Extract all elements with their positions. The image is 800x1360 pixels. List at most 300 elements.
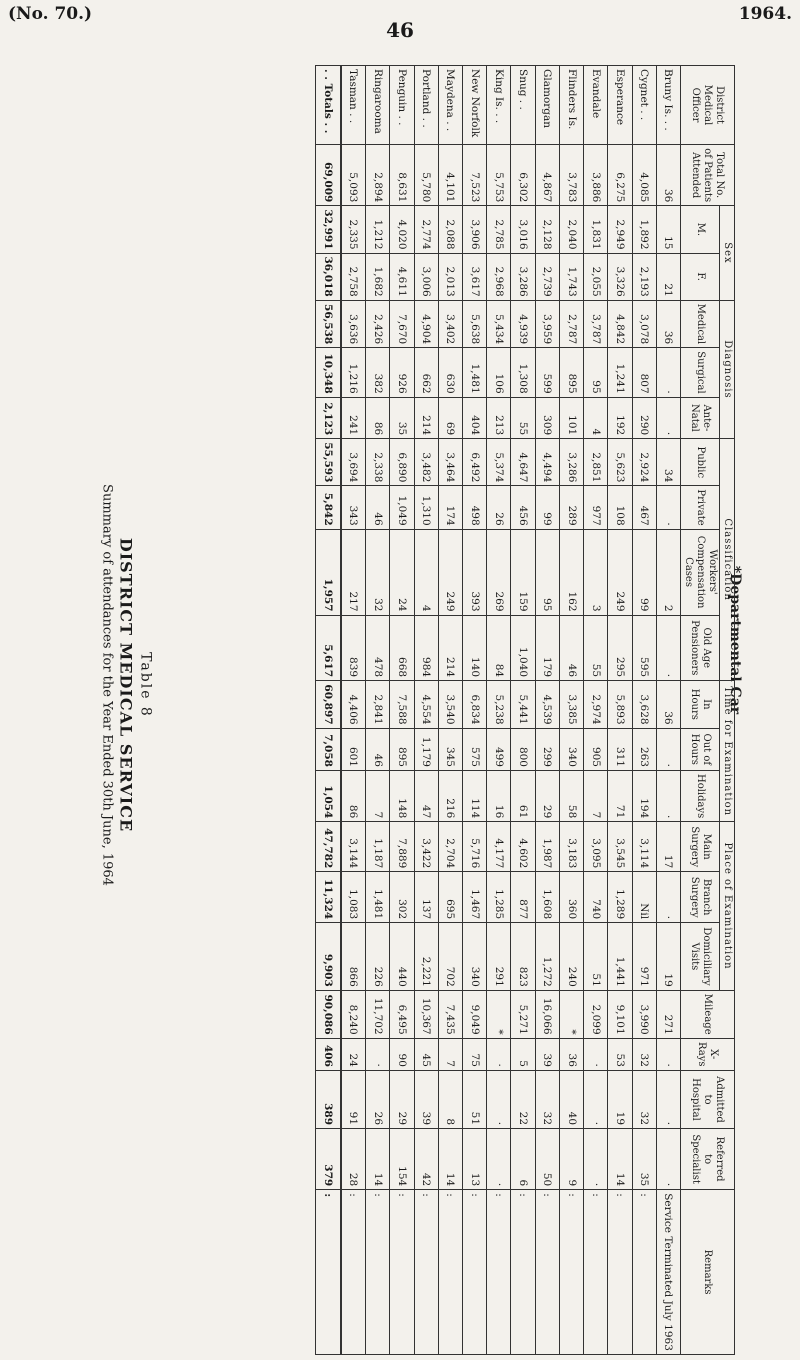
cell-public: 3,694 bbox=[341, 439, 366, 486]
cell-xrays: 7 bbox=[438, 1038, 462, 1070]
cell-oldage: 984 bbox=[414, 615, 438, 681]
cell-branch: 1,481 bbox=[366, 872, 390, 923]
cell-f: 2,758 bbox=[341, 253, 366, 300]
cell-oldage: 839 bbox=[341, 615, 366, 681]
cell-outhours: 905 bbox=[584, 728, 608, 770]
cell-oldage: 1,040 bbox=[511, 615, 535, 681]
cell-branch: 1,289 bbox=[608, 872, 632, 923]
cell-inhours: 5,238 bbox=[487, 681, 511, 729]
cell-remarks: : bbox=[511, 1190, 535, 1355]
cell-total: 5,093 bbox=[341, 145, 366, 206]
cell-m: 2,949 bbox=[608, 206, 632, 253]
cell-outhours: 1,179 bbox=[414, 728, 438, 770]
cell-medical: 3,402 bbox=[438, 300, 462, 348]
cell-officer: King Is. . . bbox=[487, 66, 511, 145]
cell-remarks: : bbox=[390, 1190, 414, 1355]
cell-antenatal: 290 bbox=[632, 397, 656, 439]
group-time: Time for Examination bbox=[720, 681, 735, 822]
table-body bbox=[316, 66, 681, 1355]
cell-xrays: 39 bbox=[535, 1038, 559, 1070]
cell-oldage: 179 bbox=[535, 615, 559, 681]
col-public: Public bbox=[681, 439, 720, 486]
cell-total: 3,783 bbox=[559, 145, 583, 206]
cell-main: 7,889 bbox=[390, 822, 414, 872]
cell-antenatal: 2,123 bbox=[316, 397, 341, 439]
cell-antenatal: 101 bbox=[559, 397, 583, 439]
cell-surgical: 106 bbox=[487, 348, 511, 397]
cell-private: · bbox=[656, 486, 680, 529]
cell-m: 2,128 bbox=[535, 206, 559, 253]
col-remarks: Remarks bbox=[681, 1190, 735, 1355]
table-subtitle: Summary of attendances for the Year Ended 30th June, 1964 bbox=[99, 484, 115, 886]
cell-branch: 11,324 bbox=[316, 872, 341, 923]
group-sex: Sex bbox=[720, 206, 735, 300]
cell-remarks: : bbox=[559, 1190, 583, 1355]
attendance-table-wrap bbox=[315, 65, 735, 1355]
cell-referred: · bbox=[487, 1129, 511, 1190]
cell-mileage: 8,240 bbox=[341, 990, 366, 1038]
cell-remarks: : bbox=[584, 1190, 608, 1355]
table-row bbox=[511, 66, 535, 1355]
table-row bbox=[584, 66, 608, 1355]
cell-medical: 2,787 bbox=[559, 300, 583, 348]
cell-private: 108 bbox=[608, 486, 632, 529]
cell-total: 4,085 bbox=[632, 145, 656, 206]
cell-inhours: 5,441 bbox=[511, 681, 535, 729]
cell-branch: 1,608 bbox=[535, 872, 559, 923]
cell-holidays: 194 bbox=[632, 770, 656, 821]
cell-officer: . . Totals . . bbox=[316, 66, 341, 145]
cell-antenatal: 69 bbox=[438, 397, 462, 439]
cell-outhours: 800 bbox=[511, 728, 535, 770]
cell-workers: 3 bbox=[584, 529, 608, 615]
cell-remarks: : bbox=[414, 1190, 438, 1355]
cell-holidays: 58 bbox=[559, 770, 583, 821]
col-antenatal: Ante-Natal bbox=[681, 397, 720, 439]
cell-private: 456 bbox=[511, 486, 535, 529]
table-number: Table 8 bbox=[137, 652, 154, 718]
cell-admitted: 389 bbox=[316, 1070, 341, 1128]
cell-private: 289 bbox=[559, 486, 583, 529]
cell-surgical: 10,348 bbox=[316, 348, 341, 397]
totals-row bbox=[316, 66, 341, 1355]
cell-total: 8,631 bbox=[390, 145, 414, 206]
cell-oldage: 55 bbox=[584, 615, 608, 681]
cell-officer: Tasman . . bbox=[341, 66, 366, 145]
cell-surgical: 1,216 bbox=[341, 348, 366, 397]
cell-main: 3,144 bbox=[341, 822, 366, 872]
cell-branch: 877 bbox=[511, 872, 535, 923]
cell-private: 46 bbox=[366, 486, 390, 529]
cell-total: 4,867 bbox=[535, 145, 559, 206]
cell-officer: Ringarooma bbox=[366, 66, 390, 145]
cell-antenatal: 309 bbox=[535, 397, 559, 439]
cell-remarks: : bbox=[632, 1190, 656, 1355]
cell-domiciliary: 340 bbox=[463, 923, 487, 991]
cell-referred: · bbox=[584, 1129, 608, 1190]
cell-domiciliary: 823 bbox=[511, 923, 535, 991]
cell-workers: 249 bbox=[608, 529, 632, 615]
table-row bbox=[535, 66, 559, 1355]
cell-xrays: 32 bbox=[632, 1038, 656, 1070]
cell-f: 3,286 bbox=[511, 253, 535, 300]
cell-total: 36 bbox=[656, 145, 680, 206]
cell-holidays: 71 bbox=[608, 770, 632, 821]
cell-mileage: 2,099 bbox=[584, 990, 608, 1038]
cell-total: 7,523 bbox=[463, 145, 487, 206]
cell-f: 4,611 bbox=[390, 253, 414, 300]
table-title bbox=[98, 110, 155, 1260]
cell-oldage: 668 bbox=[390, 615, 414, 681]
cell-mileage: 9,101 bbox=[608, 990, 632, 1038]
col-private: Private bbox=[681, 486, 720, 529]
cell-private: 1,310 bbox=[414, 486, 438, 529]
cell-mileage: 16,066 bbox=[535, 990, 559, 1038]
cell-private: 343 bbox=[341, 486, 366, 529]
cell-xrays: 5 bbox=[511, 1038, 535, 1070]
cell-mileage: 5,271 bbox=[511, 990, 535, 1038]
table-row bbox=[463, 66, 487, 1355]
cell-antenatal: 214 bbox=[414, 397, 438, 439]
cell-admitted: 22 bbox=[511, 1070, 535, 1128]
report-number: (No. 70.) bbox=[8, 4, 93, 24]
cell-oldage: 214 bbox=[438, 615, 462, 681]
cell-workers: 32 bbox=[366, 529, 390, 615]
cell-xrays: 36 bbox=[559, 1038, 583, 1070]
cell-workers: 393 bbox=[463, 529, 487, 615]
cell-remarks: : bbox=[608, 1190, 632, 1355]
col-oldage: Old Age Pensioners bbox=[681, 615, 720, 681]
cell-admitted: 8 bbox=[438, 1070, 462, 1128]
cell-workers: 95 bbox=[535, 529, 559, 615]
cell-main: 4,602 bbox=[511, 822, 535, 872]
cell-f: 2,055 bbox=[584, 253, 608, 300]
cell-admitted: 32 bbox=[535, 1070, 559, 1128]
cell-mileage: 7,435 bbox=[438, 990, 462, 1038]
cell-admitted: 39 bbox=[414, 1070, 438, 1128]
cell-public: 2,338 bbox=[366, 439, 390, 486]
cell-medical: 7,670 bbox=[390, 300, 414, 348]
cell-outhours: 299 bbox=[535, 728, 559, 770]
cell-workers: 2 bbox=[656, 529, 680, 615]
cell-domiciliary: 440 bbox=[390, 923, 414, 991]
cell-outhours: 7,058 bbox=[316, 728, 341, 770]
cell-public: 34 bbox=[656, 439, 680, 486]
cell-m: 15 bbox=[656, 206, 680, 253]
col-inhours: In Hours bbox=[681, 681, 720, 729]
cell-public: 6,492 bbox=[463, 439, 487, 486]
cell-m: 2,335 bbox=[341, 206, 366, 253]
cell-referred: 379 bbox=[316, 1129, 341, 1190]
cell-domiciliary: 1,441 bbox=[608, 923, 632, 991]
cell-officer: Maydena . . bbox=[438, 66, 462, 145]
cell-total: 3,886 bbox=[584, 145, 608, 206]
cell-workers: 217 bbox=[341, 529, 366, 615]
cell-mileage: 6,495 bbox=[390, 990, 414, 1038]
cell-branch: Nil bbox=[632, 872, 656, 923]
cell-holidays: 114 bbox=[463, 770, 487, 821]
cell-m: 4,020 bbox=[390, 206, 414, 253]
cell-workers: 99 bbox=[632, 529, 656, 615]
cell-domiciliary: 702 bbox=[438, 923, 462, 991]
cell-referred: 6 bbox=[511, 1129, 535, 1190]
cell-outhours: 575 bbox=[463, 728, 487, 770]
cell-m: 2,088 bbox=[438, 206, 462, 253]
cell-f: 21 bbox=[656, 253, 680, 300]
group-classification: Classification bbox=[720, 439, 735, 681]
cell-workers: 162 bbox=[559, 529, 583, 615]
col-mileage: Mileage bbox=[681, 990, 735, 1038]
col-officer: District Medical Officer bbox=[681, 66, 735, 145]
cell-admitted: · bbox=[584, 1070, 608, 1128]
cell-domiciliary: 19 bbox=[656, 923, 680, 991]
cell-public: 3,464 bbox=[438, 439, 462, 486]
cell-officer: Snug . . bbox=[511, 66, 535, 145]
cell-m: 32,991 bbox=[316, 206, 341, 253]
cell-remarks: : bbox=[366, 1190, 390, 1355]
cell-oldage: 46 bbox=[559, 615, 583, 681]
cell-antenatal: 241 bbox=[341, 397, 366, 439]
col-xrays: X-Rays bbox=[681, 1038, 735, 1070]
cell-xrays: · bbox=[487, 1038, 511, 1070]
cell-main: 1,187 bbox=[366, 822, 390, 872]
cell-referred: 50 bbox=[535, 1129, 559, 1190]
cell-domiciliary: 291 bbox=[487, 923, 511, 991]
table-row bbox=[608, 66, 632, 1355]
cell-officer: Penguin . . bbox=[390, 66, 414, 145]
cell-branch: · bbox=[656, 872, 680, 923]
cell-medical: 56,538 bbox=[316, 300, 341, 348]
cell-private: 467 bbox=[632, 486, 656, 529]
cell-branch: 302 bbox=[390, 872, 414, 923]
col-admitted: Admitted to Hospital bbox=[681, 1070, 735, 1128]
cell-inhours: 4,554 bbox=[414, 681, 438, 729]
cell-workers: 24 bbox=[390, 529, 414, 615]
cell-inhours: 36 bbox=[656, 681, 680, 729]
cell-total: 5,780 bbox=[414, 145, 438, 206]
cell-oldage: 84 bbox=[487, 615, 511, 681]
cell-public: 3,482 bbox=[414, 439, 438, 486]
cell-private: 174 bbox=[438, 486, 462, 529]
cell-admitted: · bbox=[656, 1070, 680, 1128]
cell-domiciliary: 1,272 bbox=[535, 923, 559, 991]
cell-medical: 4,904 bbox=[414, 300, 438, 348]
cell-branch: 137 bbox=[414, 872, 438, 923]
page-number: 46 bbox=[386, 18, 414, 42]
cell-private: 977 bbox=[584, 486, 608, 529]
cell-total: 69,009 bbox=[316, 145, 341, 206]
col-domiciliary: Domiciliary Visits bbox=[681, 923, 720, 991]
col-referred: Referred to Specialist bbox=[681, 1129, 735, 1190]
table-row bbox=[487, 66, 511, 1355]
cell-xrays: 75 bbox=[463, 1038, 487, 1070]
cell-medical: 3,636 bbox=[341, 300, 366, 348]
cell-surgical: 807 bbox=[632, 348, 656, 397]
cell-mileage: 90,086 bbox=[316, 990, 341, 1038]
cell-public: 55,593 bbox=[316, 439, 341, 486]
cell-total: 6,302 bbox=[511, 145, 535, 206]
table-row bbox=[366, 66, 390, 1355]
cell-surgical: · bbox=[656, 348, 680, 397]
cell-officer: Cygnet . . bbox=[632, 66, 656, 145]
cell-main: 4,177 bbox=[487, 822, 511, 872]
cell-remarks: Service Terminated July 1963 bbox=[656, 1190, 680, 1355]
cell-surgical: 1,481 bbox=[463, 348, 487, 397]
cell-xrays: 53 bbox=[608, 1038, 632, 1070]
cell-f: 2,739 bbox=[535, 253, 559, 300]
cell-remarks: : bbox=[438, 1190, 462, 1355]
cell-medical: 5,434 bbox=[487, 300, 511, 348]
cell-referred: 35 bbox=[632, 1129, 656, 1190]
cell-xrays: 24 bbox=[341, 1038, 366, 1070]
cell-antenatal: · bbox=[656, 397, 680, 439]
cell-private: 26 bbox=[487, 486, 511, 529]
cell-workers: 1,957 bbox=[316, 529, 341, 615]
cell-public: 6,890 bbox=[390, 439, 414, 486]
cell-officer: Portland . . bbox=[414, 66, 438, 145]
cell-mileage: * bbox=[559, 990, 583, 1038]
cell-holidays: 7 bbox=[366, 770, 390, 821]
cell-surgical: 1,308 bbox=[511, 348, 535, 397]
cell-m: 2,040 bbox=[559, 206, 583, 253]
cell-branch: 740 bbox=[584, 872, 608, 923]
cell-admitted: 29 bbox=[390, 1070, 414, 1128]
cell-domiciliary: 51 bbox=[584, 923, 608, 991]
cell-officer: New Norfolk bbox=[463, 66, 487, 145]
cell-main: 47,782 bbox=[316, 822, 341, 872]
cell-remarks: : bbox=[316, 1190, 341, 1355]
cell-admitted: 19 bbox=[608, 1070, 632, 1128]
cell-remarks: : bbox=[463, 1190, 487, 1355]
cell-holidays: · bbox=[656, 770, 680, 821]
cell-public: 2,924 bbox=[632, 439, 656, 486]
cell-branch: 360 bbox=[559, 872, 583, 923]
cell-oldage: 295 bbox=[608, 615, 632, 681]
cell-inhours: 4,406 bbox=[341, 681, 366, 729]
cell-medical: 3,959 bbox=[535, 300, 559, 348]
cell-outhours: 340 bbox=[559, 728, 583, 770]
cell-domiciliary: 971 bbox=[632, 923, 656, 991]
header-row-groups bbox=[720, 66, 735, 1355]
cell-holidays: 61 bbox=[511, 770, 535, 821]
cell-outhours: · bbox=[656, 728, 680, 770]
cell-f: 2,013 bbox=[438, 253, 462, 300]
cell-surgical: 630 bbox=[438, 348, 462, 397]
cell-xrays: · bbox=[584, 1038, 608, 1070]
cell-domiciliary: 866 bbox=[341, 923, 366, 991]
cell-medical: 4,842 bbox=[608, 300, 632, 348]
cell-main: 1,987 bbox=[535, 822, 559, 872]
cell-antenatal: 404 bbox=[463, 397, 487, 439]
cell-f: 36,018 bbox=[316, 253, 341, 300]
cell-referred: 14 bbox=[608, 1129, 632, 1190]
cell-admitted: 32 bbox=[632, 1070, 656, 1128]
cell-antenatal: 192 bbox=[608, 397, 632, 439]
cell-admitted: 51 bbox=[463, 1070, 487, 1128]
cell-medical: 2,426 bbox=[366, 300, 390, 348]
cell-xrays: · bbox=[366, 1038, 390, 1070]
cell-remarks: : bbox=[535, 1190, 559, 1355]
cell-officer: Bruny Is. . . bbox=[656, 66, 680, 145]
cell-public: 4,647 bbox=[511, 439, 535, 486]
cell-medical: 36 bbox=[656, 300, 680, 348]
cell-admitted: · bbox=[487, 1070, 511, 1128]
table-row bbox=[632, 66, 656, 1355]
col-main: Main Surgery bbox=[681, 822, 720, 872]
cell-antenatal: 4 bbox=[584, 397, 608, 439]
cell-medical: 5,638 bbox=[463, 300, 487, 348]
cell-inhours: 2,974 bbox=[584, 681, 608, 729]
cell-main: 2,704 bbox=[438, 822, 462, 872]
cell-outhours: 46 bbox=[366, 728, 390, 770]
cell-total: 5,753 bbox=[487, 145, 511, 206]
cell-domiciliary: 2,221 bbox=[414, 923, 438, 991]
cell-workers: 249 bbox=[438, 529, 462, 615]
cell-referred: 14 bbox=[366, 1129, 390, 1190]
cell-inhours: 4,539 bbox=[535, 681, 559, 729]
cell-m: 2,785 bbox=[487, 206, 511, 253]
cell-m: 3,906 bbox=[463, 206, 487, 253]
col-outhours: Out of Hours bbox=[681, 728, 720, 770]
cell-m: 1,212 bbox=[366, 206, 390, 253]
cell-m: 2,774 bbox=[414, 206, 438, 253]
cell-workers: 4 bbox=[414, 529, 438, 615]
cell-holidays: 148 bbox=[390, 770, 414, 821]
cell-surgical: 895 bbox=[559, 348, 583, 397]
cell-public: 4,494 bbox=[535, 439, 559, 486]
cell-mileage: 9,049 bbox=[463, 990, 487, 1038]
cell-domiciliary: 240 bbox=[559, 923, 583, 991]
cell-holidays: 216 bbox=[438, 770, 462, 821]
cell-referred: 14 bbox=[438, 1129, 462, 1190]
cell-domiciliary: 9,903 bbox=[316, 923, 341, 991]
cell-outhours: 263 bbox=[632, 728, 656, 770]
cell-branch: 695 bbox=[438, 872, 462, 923]
cell-f: 3,006 bbox=[414, 253, 438, 300]
cell-holidays: 47 bbox=[414, 770, 438, 821]
group-diagnosis: Diagnosis bbox=[720, 300, 735, 439]
cell-officer: Esperance bbox=[608, 66, 632, 145]
cell-holidays: 1,054 bbox=[316, 770, 341, 821]
table-heading: DISTRICT MEDICAL SERVICE bbox=[116, 537, 136, 833]
cell-f: 2,193 bbox=[632, 253, 656, 300]
cell-xrays: 45 bbox=[414, 1038, 438, 1070]
cell-total: 2,894 bbox=[366, 145, 390, 206]
table-row bbox=[414, 66, 438, 1355]
cell-m: 3,016 bbox=[511, 206, 535, 253]
table-row bbox=[341, 66, 366, 1355]
cell-surgical: 926 bbox=[390, 348, 414, 397]
col-branch: Branch Surgery bbox=[681, 872, 720, 923]
cell-officer: Glamorgan bbox=[535, 66, 559, 145]
cell-main: 5,716 bbox=[463, 822, 487, 872]
cell-main: 3,114 bbox=[632, 822, 656, 872]
cell-admitted: 40 bbox=[559, 1070, 583, 1128]
cell-f: 1,743 bbox=[559, 253, 583, 300]
cell-remarks: : bbox=[341, 1190, 366, 1355]
cell-private: 1,049 bbox=[390, 486, 414, 529]
cell-inhours: 5,893 bbox=[608, 681, 632, 729]
cell-inhours: 7,588 bbox=[390, 681, 414, 729]
cell-holidays: 29 bbox=[535, 770, 559, 821]
cell-antenatal: 35 bbox=[390, 397, 414, 439]
cell-holidays: 16 bbox=[487, 770, 511, 821]
cell-mileage: * bbox=[487, 990, 511, 1038]
cell-holidays: 86 bbox=[341, 770, 366, 821]
cell-medical: 3,078 bbox=[632, 300, 656, 348]
cell-antenatal: 86 bbox=[366, 397, 390, 439]
cell-private: 5,842 bbox=[316, 486, 341, 529]
